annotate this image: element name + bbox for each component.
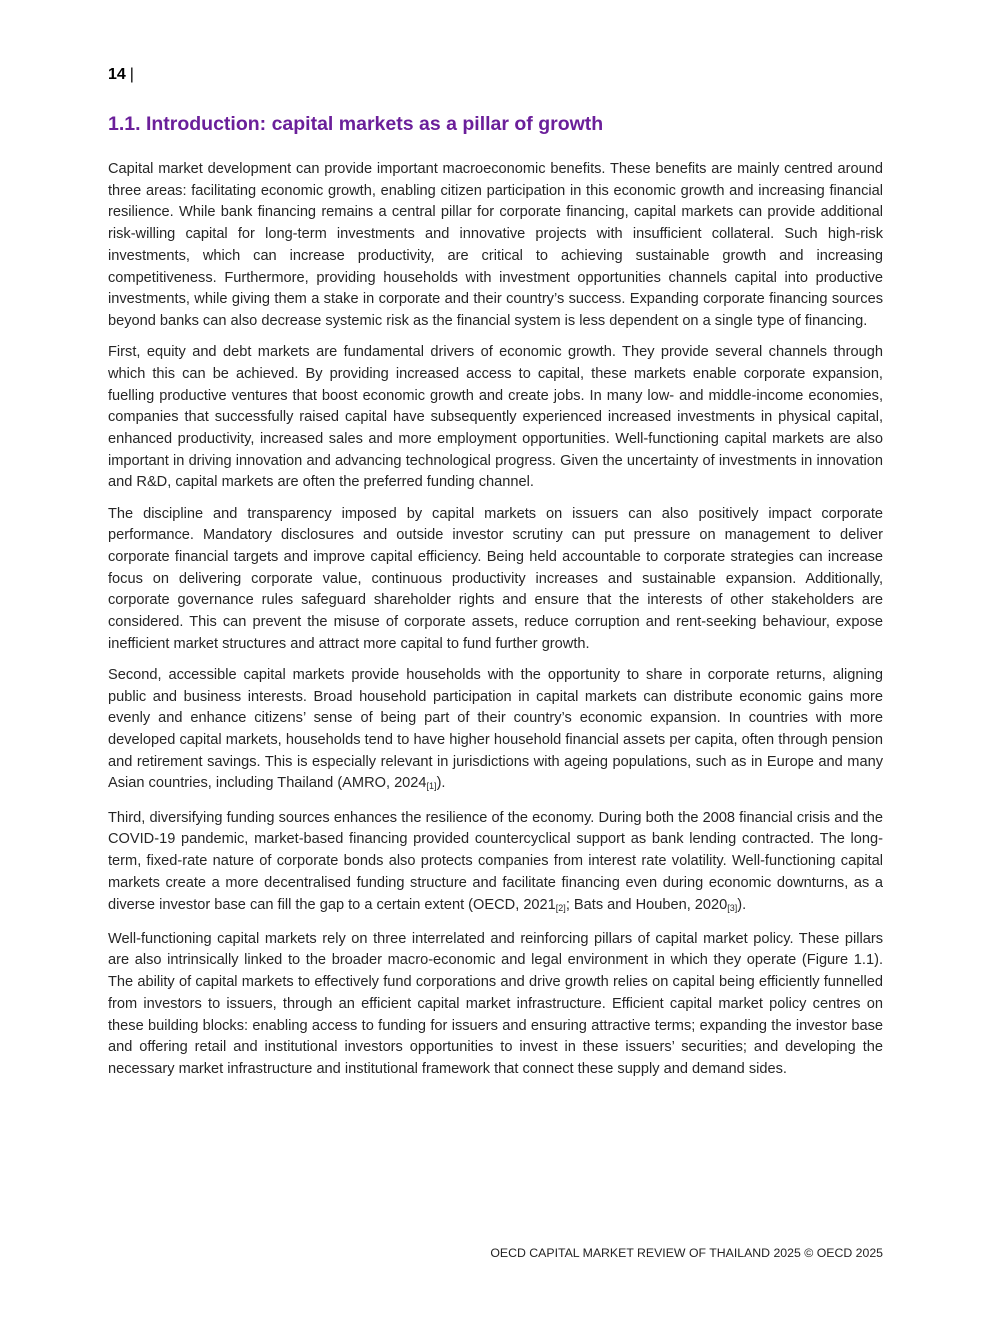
page-number: 14 xyxy=(108,66,126,83)
reference-link[interactable]: [3] xyxy=(727,902,738,913)
paragraph xyxy=(108,665,883,798)
body-text xyxy=(108,159,883,1090)
page-header xyxy=(108,66,134,84)
section-title: 1.1. Introduction: capital markets as a pillar of growth xyxy=(108,113,604,135)
paragraph-text: ). xyxy=(436,775,446,792)
page-footer: OECD CAPITAL MARKET REVIEW OF THAILAND 2025 © OECD 2025 xyxy=(490,1246,883,1260)
paragraph-text: ; Bats and Houben, 2020 xyxy=(565,896,728,913)
paragraph-text: ). xyxy=(737,896,747,913)
paragraph xyxy=(108,808,883,920)
paragraph: Well-functioning capital markets rely on three interrelated and reinforcing pillars of capital market policy. These pillars are also intrinsically linked to the broader macro-economic and legal environment in which they operate (Figure 1.1). The ability of capital markets to effectively fund corporations and drive growth relies on capital being efficiently funnelled from investors to issuers, through an efficient capital market infrastructure. Efficient capital market policy centres on these building blocks: enabling access to funding for issuers and ensuring attractive terms; expanding the investor base and offering retail and institutional investors opportunities to invest in these issuers’ securities; and developing the necessary market infrastructure and institutional framework that connect these supply and demand sides. xyxy=(108,930,883,1077)
paragraph-text: Second, accessible capital markets provide households with the opportunity to share in corporate returns, aligning public and business interests. Broad household participation in capital markets can distribute economic gains more evenly and enhance citizens’ sense of being part of their country’s economic expansion. In countries with more developed capital markets, households tend to have higher household financial assets per capita, often through pension and retirement savings. This is especially relevant in jurisdictions with ageing populations, such as in Europe and many Asian countries, including Thailand (AMRO, 2024 xyxy=(108,666,883,792)
paragraph-text: Third, diversifying funding sources enhances the resilience of the economy. During both the 2008 financial crisis and the COVID-19 pandemic, market-based financing provided countercyclical support as bank lending contracted. The long-term, fixed-rate nature of corporate bonds also protects companies from interest rate volatility. Well-functioning capital markets create a more decentralised funding structure and facilitate financing even during economic downturns, as a diverse investor base can fill the gap to a certain extent (OECD, 2021 xyxy=(108,809,883,913)
paragraph: The discipline and transparency imposed by capital markets on issuers can also positively impact corporate performance. Mandatory disclosures and outside investor scrutiny can put pressure on management to deliver corporate financial targets and improve capital efficiency. Being held accountable to corporate strategies can increase focus on delivering corporate value, continuous productivity increases and sustainable expansion. Additionally, corporate governance rules safeguard shareholder rights and ensure that the interests of other stakeholders are considered. This can prevent the misuse of corporate assets, reduce corruption and rent-seeking behaviour, expose inefficient market structures and attract more capital to fund further growth. xyxy=(108,505,883,652)
reference-link[interactable]: [2] xyxy=(555,902,566,913)
reference-link[interactable]: [1] xyxy=(426,781,437,792)
paragraph: Capital market development can provide important macroeconomic benefits. These benefits are mainly centred around three areas: facilitating economic growth, enabling citizen participation in this economic growth and increasing financial resilience. While bank financing remains a central pillar for corporate financing, capital markets can provide additional risk-willing capital for long-term investments and innovative projects with insufficient collateral. Such high-risk investments, which can increase productivity, are critical to achieving sustainable growth and increasing competitiveness. Furthermore, providing households with investment opportunities channels capital into productive investments, while giving them a stake in corporate and their country’s success. Expanding corporate financing sources beyond banks can also decrease systemic risk as the financial system is less dependent on a single type of financing. xyxy=(108,161,883,329)
paragraph: First, equity and debt markets are fundamental drivers of economic growth. They provide several channels through which this can be achieved. By providing increased access to capital, these markets enable corporate expansion, fuelling productive ventures that boost economic growth and create jobs. In many low- and middle-income economies, companies that successfully raised capital have subsequently experienced increased investments in physical capital, enhanced productivity, increased sales and more employment opportunities. Well-functioning capital markets are also important in driving innovation and advancing technological progress. Given the uncertainty of investments in innovation and R&D, capital markets are often the preferred funding channel. xyxy=(108,344,883,491)
header-separator: | xyxy=(129,66,134,83)
